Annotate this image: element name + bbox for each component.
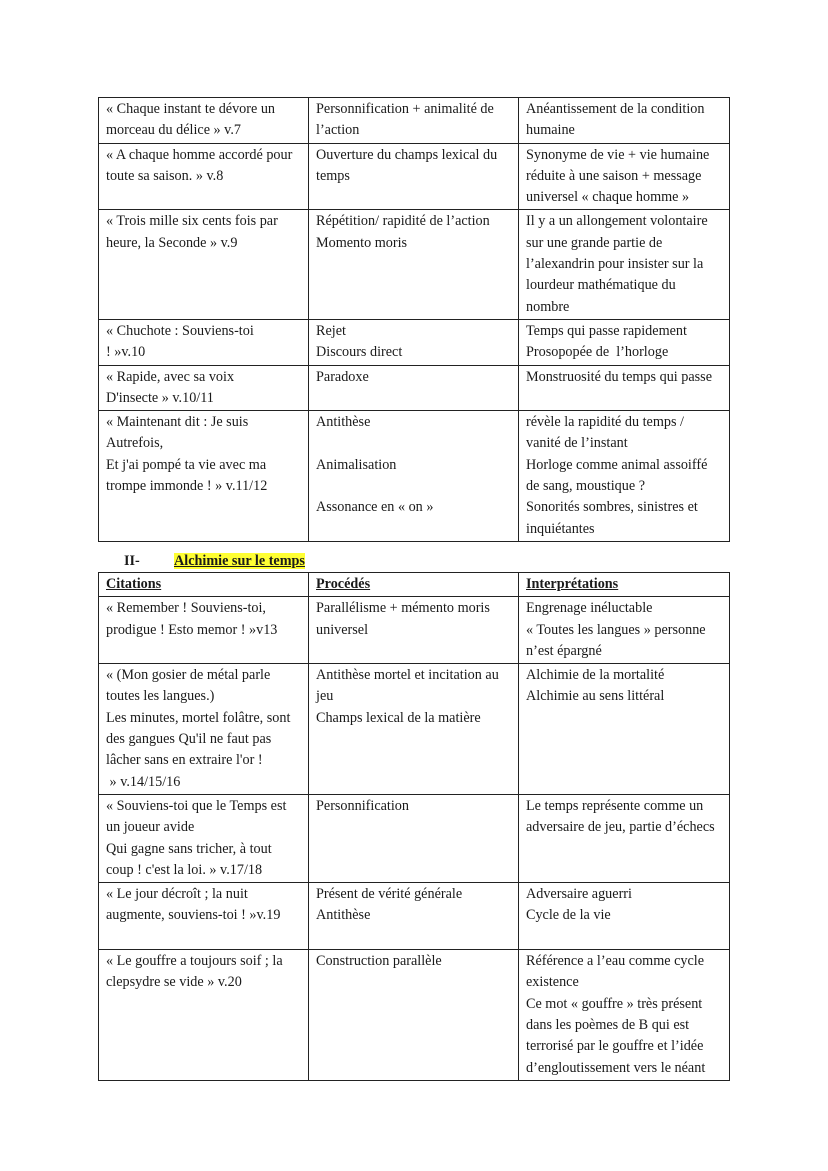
cell-line: d’engloutissement vers le néant xyxy=(526,1059,706,1076)
cell-line: Discours direct xyxy=(316,344,403,361)
cell-line: Autrefois, xyxy=(106,435,164,452)
cell-line: dans les poèmes de B qui est xyxy=(526,1016,690,1033)
table-header-row xyxy=(99,573,730,597)
cell-line: Ce mot « gouffre » très présent xyxy=(526,995,703,1012)
header-procedes: Procédés xyxy=(309,573,519,597)
table-row xyxy=(99,210,730,319)
procedes-cell xyxy=(309,950,519,1081)
cell-line: « A chaque homme accordé pour xyxy=(106,146,293,163)
cell-line: coup ! c'est la loi. » v.17/18 xyxy=(106,861,263,878)
cell-line: lâcher sans en extraire l'or ! xyxy=(106,752,263,769)
cell-line: adversaire de jeu, partie d’échecs xyxy=(526,819,715,836)
cell-line: Engrenage inéluctable xyxy=(526,600,653,617)
cell-line: Ouverture du champs lexical du xyxy=(316,146,498,163)
cell-line: réduite à une saison + message xyxy=(526,167,702,184)
section-title: Alchimie sur le temps xyxy=(174,553,305,569)
cell-line: trompe immonde ! » v.11/12 xyxy=(106,478,268,495)
cell-line: toutes les langues.) xyxy=(106,688,215,705)
cell-line: existence xyxy=(526,974,579,991)
citation-cell xyxy=(99,143,309,210)
interpretations-cell xyxy=(519,98,730,144)
cell-line: Sonorités sombres, sinistres et xyxy=(526,499,698,516)
cell-line: Horloge comme animal assoiffé xyxy=(526,456,708,473)
cell-line: jeu xyxy=(316,688,334,705)
citation-cell xyxy=(99,794,309,882)
cell-line: terrorisé par le gouffre et l’idée xyxy=(526,1038,704,1055)
table-body xyxy=(99,98,730,542)
procedes-cell xyxy=(309,210,519,319)
table-row xyxy=(99,950,730,1081)
cell-line: universel « chaque homme » xyxy=(526,189,690,206)
cell-line: heure, la Seconde » v.9 xyxy=(106,234,238,251)
cell-line: Présent de vérité générale xyxy=(316,886,463,903)
cell-line: Parallélisme + mémento moris xyxy=(316,600,490,617)
interpretations-cell xyxy=(519,143,730,210)
citation-cell xyxy=(99,365,309,411)
cell-line: inquiétantes xyxy=(526,520,595,537)
cell-line: Répétition/ rapidité de l’action xyxy=(316,213,490,230)
cell-line: humaine xyxy=(526,122,575,139)
cell-line: Et j'ai pompé ta vie avec ma xyxy=(106,456,267,473)
cell-line xyxy=(106,927,301,948)
cell-line: « Toutes les langues » personne xyxy=(526,621,706,638)
cell-line: lourdeur mathématique du xyxy=(526,277,676,294)
cell-line: « Le gouffre a toujours soif ; la xyxy=(106,953,283,970)
interpretations-cell xyxy=(519,210,730,319)
interpretations-cell xyxy=(519,794,730,882)
interpretations-cell xyxy=(519,365,730,411)
citation-cell xyxy=(99,98,309,144)
cell-line: Momento moris xyxy=(316,234,408,251)
cell-line: Adversaire aguerri xyxy=(526,886,632,903)
header-interpretations: Interprétations xyxy=(519,573,730,597)
header-citations: Citations xyxy=(99,573,309,597)
procedes-cell xyxy=(309,98,519,144)
cell-line: Prosopopée de l’horloge xyxy=(526,344,669,361)
cell-line xyxy=(316,433,511,454)
citation-cell xyxy=(99,664,309,795)
table-row xyxy=(99,365,730,411)
cell-line: « Souviens-toi que le Temps est xyxy=(106,797,287,814)
cell-line: Synonyme de vie + vie humaine xyxy=(526,146,710,163)
cell-line: Paradoxe xyxy=(316,368,369,385)
cell-line: Temps qui passe rapidement xyxy=(526,322,687,339)
interpretations-cell xyxy=(519,883,730,950)
cell-line: « (Mon gosier de métal parle xyxy=(106,667,271,684)
cell-line: Champs lexical de la matière xyxy=(316,709,481,726)
cell-line xyxy=(316,476,511,497)
cell-line: Alchimie au sens littéral xyxy=(526,688,665,705)
cell-line: Antithèse xyxy=(316,907,371,924)
cell-line: Personnification xyxy=(316,797,409,814)
citation-cell xyxy=(99,210,309,319)
cell-line: augmente, souviens-toi ! »v.19 xyxy=(106,907,281,924)
cell-line: morceau du délice » v.7 xyxy=(106,122,241,139)
citation-cell xyxy=(99,950,309,1081)
table-row xyxy=(99,883,730,950)
table-row xyxy=(99,794,730,882)
cell-line: l’alexandrin pour insister sur la xyxy=(526,256,704,273)
cell-line: temps xyxy=(316,167,350,184)
cell-line: Alchimie de la mortalité xyxy=(526,667,665,684)
procedes-cell xyxy=(309,411,519,542)
table-row xyxy=(99,143,730,210)
cell-line: Monstruosité du temps qui passe xyxy=(526,368,713,385)
citation-cell xyxy=(99,411,309,542)
cell-line: vanité de l’instant xyxy=(526,435,628,452)
cell-line: sur une grande partie de xyxy=(526,234,663,251)
procedes-cell xyxy=(309,319,519,365)
interpretations-cell xyxy=(519,950,730,1081)
cell-line: « Chaque instant te dévore un xyxy=(106,101,276,117)
citation-cell xyxy=(99,319,309,365)
interpretations-cell xyxy=(519,664,730,795)
cell-line: Personnification + animalité de xyxy=(316,101,494,117)
table-row xyxy=(99,98,730,144)
cell-line: ! »v.10 xyxy=(106,344,146,361)
table-row xyxy=(99,664,730,795)
cell-line: prodigue ! Esto memor ! »v13 xyxy=(106,621,278,638)
procedes-cell xyxy=(309,664,519,795)
citation-cell xyxy=(99,883,309,950)
cell-line: Antithèse mortel et incitation au xyxy=(316,667,499,684)
cell-line: » v.14/15/16 xyxy=(106,773,181,790)
cell-line: Les minutes, mortel folâtre, sont xyxy=(106,709,291,726)
table-row xyxy=(99,597,730,664)
table-body xyxy=(99,597,730,1081)
cell-line: des gangues Qu'il ne faut pas xyxy=(106,731,272,748)
procedes-cell xyxy=(309,365,519,411)
interpretations-cell xyxy=(519,319,730,365)
cell-line: Rejet xyxy=(316,322,346,339)
cell-line: révèle la rapidité du temps / xyxy=(526,414,684,431)
analysis-table-1 xyxy=(98,97,730,542)
cell-line: Animalisation xyxy=(316,456,397,473)
table-row xyxy=(99,319,730,365)
interpretations-cell xyxy=(519,411,730,542)
cell-line: Antithèse xyxy=(316,414,371,431)
table-row xyxy=(99,411,730,542)
cell-line: Anéantissement de la condition xyxy=(526,101,705,117)
cell-line: Assonance en « on » xyxy=(316,499,434,516)
cell-line: Le temps représente comme un xyxy=(526,797,704,814)
cell-line: « Rapide, avec sa voix xyxy=(106,368,235,385)
procedes-cell xyxy=(309,597,519,664)
procedes-cell xyxy=(309,143,519,210)
cell-line: n’est épargné xyxy=(526,642,602,659)
cell-line: Il y a un allongement volontaire xyxy=(526,213,708,230)
cell-line: D'insecte » v.10/11 xyxy=(106,389,214,406)
cell-line: Cycle de la vie xyxy=(526,907,611,924)
analysis-table-2 xyxy=(98,572,730,1081)
section-number: II- xyxy=(124,553,140,569)
cell-line: « Chuchote : Souviens-toi xyxy=(106,322,254,339)
interpretations-cell xyxy=(519,597,730,664)
cell-line: nombre xyxy=(526,298,570,315)
citation-cell xyxy=(99,597,309,664)
cell-line: Construction parallèle xyxy=(316,953,442,970)
cell-line: clepsydre se vide » v.20 xyxy=(106,974,242,991)
cell-line: Qui gagne sans tricher, à tout xyxy=(106,840,272,857)
procedes-cell xyxy=(309,794,519,882)
cell-line: « Remember ! Souviens-toi, xyxy=(106,600,266,617)
cell-line: Référence a l’eau comme cycle xyxy=(526,953,705,970)
procedes-cell xyxy=(309,883,519,950)
cell-line: « Trois mille six cents fois par xyxy=(106,213,278,230)
cell-line: de sang, moustique ? xyxy=(526,478,645,495)
cell-line: l’action xyxy=(316,122,360,139)
cell-line: « Le jour décroît ; la nuit xyxy=(106,886,248,903)
cell-line: un joueur avide xyxy=(106,819,195,836)
cell-line: toute sa saison. » v.8 xyxy=(106,167,224,184)
cell-line: « Maintenant dit : Je suis xyxy=(106,414,249,431)
section-heading xyxy=(124,551,305,571)
cell-line: universel xyxy=(316,621,369,638)
